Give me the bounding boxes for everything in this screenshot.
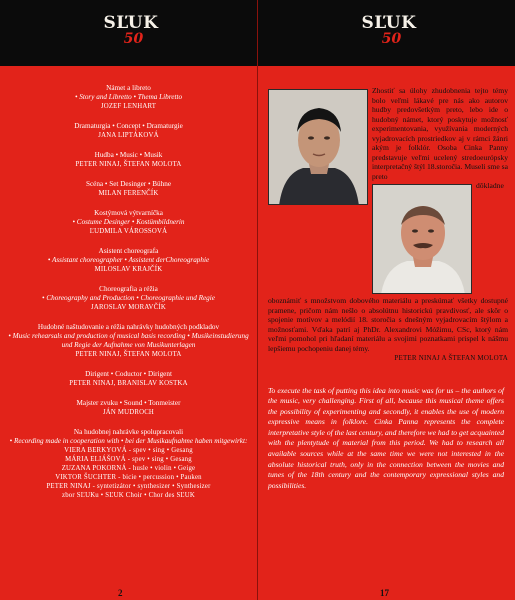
credit-translation: • Assistant choreographer • Assistent derChoreographie	[47, 256, 210, 264]
credit-name: MILOSLAV KRAJČÍK	[94, 266, 163, 273]
credit-block	[8, 370, 249, 388]
portrait-photo-peter-ninaj	[268, 89, 368, 205]
article-content	[258, 66, 515, 491]
credit-block	[8, 180, 249, 198]
credit-block	[8, 84, 249, 111]
credit-role: Dramaturgia • Concept • Dramaturgie	[74, 122, 183, 130]
credit-translation: • Music rehearsals and production of musical basis recording • Musikeinstudierung und Regie der Aufnahme von Musikunterlagen	[8, 332, 249, 349]
credit-block	[8, 428, 249, 500]
credit-role: Scéna • Set Desinger • Bühne	[85, 180, 172, 188]
slovak-text-part-2: dôkladne oboznámiť s množstvom dobového materiálu a preskúmať všetky dostupné pramene, pričom nám nešlo o absolútnu historickú pravdivosť, ale skôr o spojenie motívov a melódií 18. storočia s dnešným vyjadrovacím štýlom a možnosťami. Vďaka patrí aj PhDr. Alexandrovi Móžimu, CSc, ktorý nám veľmi pomohol pri hľadaní materiálu a svojimi poznatkami prispel k nášmu lepšiemu pochopeniu danej témy.	[268, 181, 508, 353]
credit-name: JOZEF LENHART	[100, 103, 157, 110]
credit-role: Kostýmová výtvarníčka	[94, 209, 163, 217]
right-page-header	[258, 0, 515, 66]
credit-name: PETER NINAJ, ŠTEFAN MOLOTA	[75, 161, 182, 168]
credit-name: ĽUDMILA VÁROSSOVÁ	[89, 228, 168, 235]
credit-name: zbor SĽUKu • SĽUK Choir • Chor des SĽUK	[61, 492, 195, 499]
credit-role: Na hudobnej nahrávke spolupracovali	[73, 428, 184, 436]
credit-role: Majster zvuku • Sound • Tonmeister	[76, 399, 181, 407]
credit-block	[8, 209, 249, 236]
credit-role: Asistent choreografa	[98, 247, 159, 255]
english-translation: To execute the task of putting this idea into music was for us – the authors of the music, very challenging. First of all, because this musical theme offers the possibility of experimenting and secondly, it enables the use of modern expressive means in folklore. Cinka Panna represents the complete interpretative style of the last century, and therefore we had to get acquainted with the plentytude of material from this period. We had to research all available sources while at the same time we were not interested in the absolute historical truth, only in the connection between the movies and tunes of the 18th century and the contemporary expressional styles and possibilities.	[268, 385, 504, 490]
credit-name: JAROSLAV MORAVČÍK	[91, 304, 166, 311]
credit-block	[8, 323, 249, 359]
credit-name: PETER NINAJ, BRANISLAV KOSTKA	[69, 380, 188, 387]
credit-role: Hudobné naštudovanie a réžia nahrávky hudobných podkladov	[37, 323, 220, 331]
sluk-logo-right	[361, 13, 417, 54]
credit-block	[8, 151, 249, 169]
sluk-logo-left	[103, 13, 159, 54]
slovak-text-part-1: Zhostiť sa úlohy zhudobnenia tejto témy bolo veľmi lákavé pre nás ako autorov hudby predovšetkým preto, lebo ide o hudobný námet, ktorý poskytuje možnosť experimentovania, využívania moderných vyjadrovacích prostriedkov aj v rámci žánri akým je folklór. Osoba Cinka Panny predstavuje veľmi ucelený stredoeurópsky interpretačný štýl 18.storočia. Museli sme sa preto	[372, 86, 508, 181]
credit-name: ZUZANA POKORNÁ - husle • violin • Geige	[61, 465, 196, 472]
logo-text: SĽUK	[361, 13, 417, 33]
credit-name: MÁRIA ELIÁŠOVÁ - spev • sing • Gesang	[65, 456, 192, 463]
credit-translation: • Recording made in cooperation with • bei der Musikaufnahme haben mitgewirkt:	[9, 437, 248, 445]
credit-role: Choreografia a réžia	[99, 285, 158, 293]
credit-translation: • Story and Libretto • Thema Libretto	[74, 93, 183, 101]
credit-block	[8, 247, 249, 274]
credit-name: JÁN MUDROCH	[102, 409, 155, 416]
logo-number: 50	[381, 31, 402, 47]
slovak-article	[268, 86, 508, 364]
logo-text: SĽUK	[103, 13, 159, 33]
credit-name: VIERA BERKYOVÁ - spev • sing • Gesang	[64, 447, 193, 454]
right-page	[257, 0, 515, 600]
credit-block	[8, 285, 249, 312]
credit-name: PETER NINAJ, ŠTEFAN MOLOTA	[75, 351, 182, 358]
credit-role: Hudba • Music • Musik	[94, 151, 163, 159]
credit-translation: • Costume Desinger • Kostümbildnerin	[72, 218, 185, 226]
article-signature: PETER NINAJ A ŠTEFAN MOLOTA	[394, 354, 508, 362]
credit-name: JANA LIPTÁKOVÁ	[98, 132, 159, 139]
portrait-photo-stefan-molota	[372, 184, 472, 294]
credit-block	[8, 122, 249, 140]
credit-name: PETER NINAJ - syntetizátor • synthesizer • Synthesizer	[46, 483, 211, 490]
credit-role: Námet a libreto	[106, 84, 151, 92]
credit-role: Dirigent • Coductor • Dirigent	[85, 370, 172, 378]
credits-list	[0, 66, 257, 500]
page-number-left: 2	[118, 588, 123, 598]
credit-name: VIKTOR ŠUCHTER - bicie • percussion • Pauken	[55, 474, 202, 481]
page-number-right: 17	[380, 588, 389, 598]
credit-block	[8, 399, 249, 417]
credit-name: MILAN FERENČÍK	[98, 190, 159, 197]
left-page-header	[0, 0, 257, 66]
logo-number: 50	[123, 31, 144, 47]
credit-translation: • Choreography and Production • Choreographie und Regie	[42, 294, 215, 302]
left-page	[0, 0, 257, 600]
